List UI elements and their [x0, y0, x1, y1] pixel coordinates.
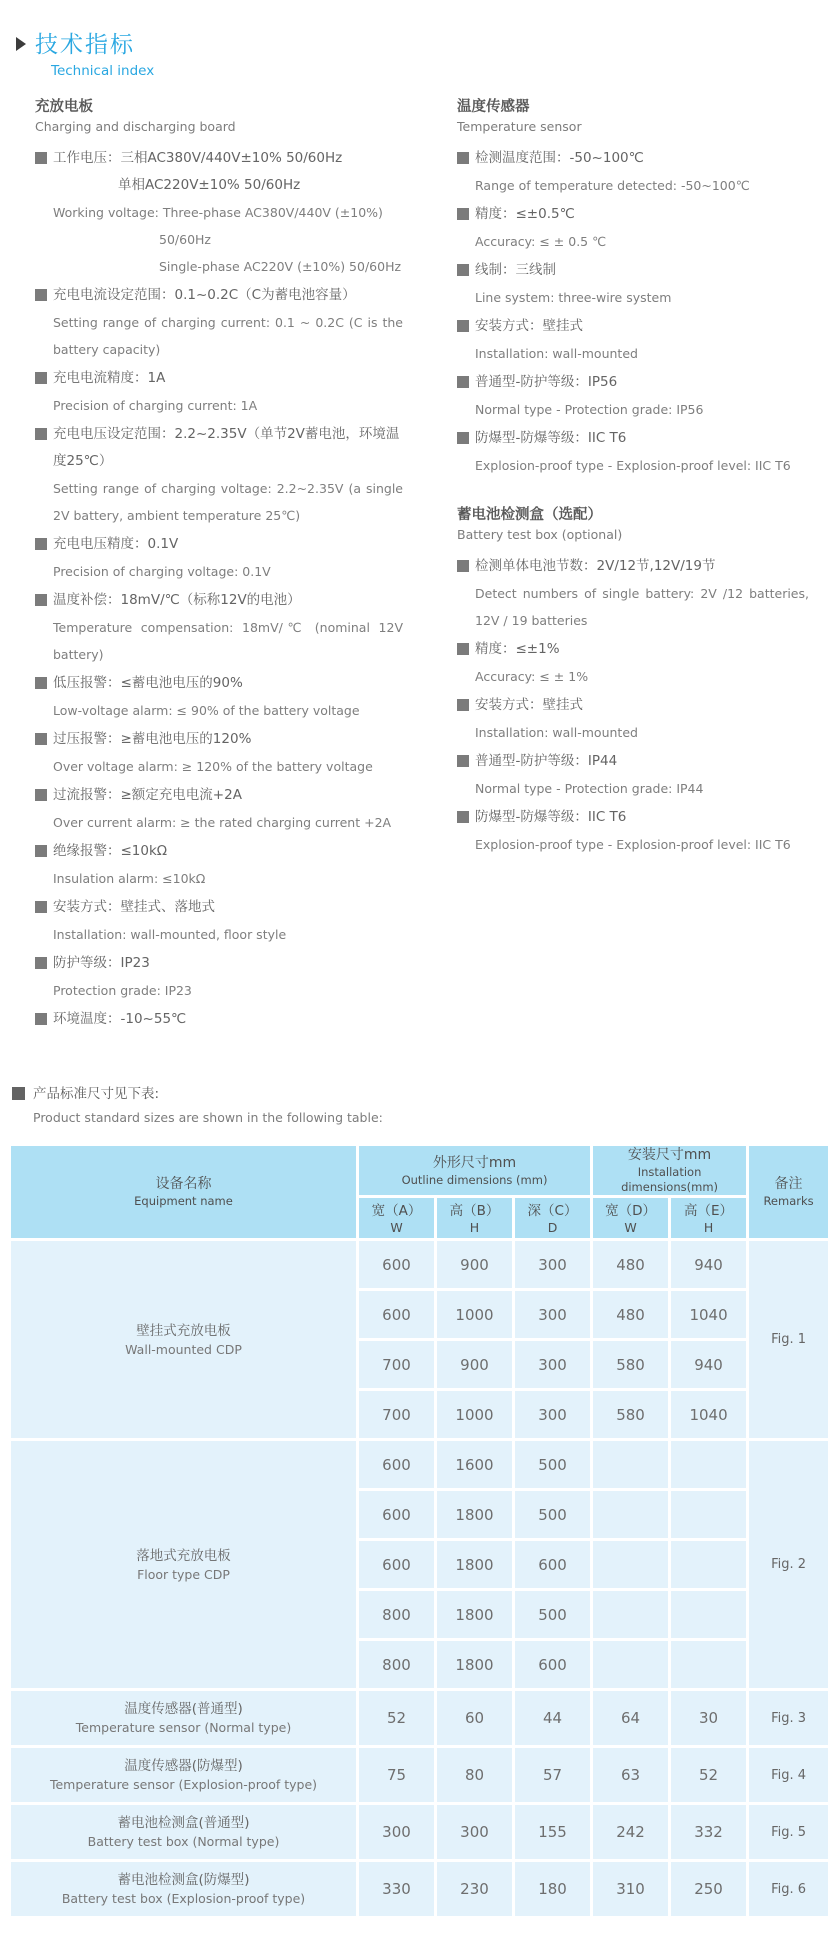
table-row: [10, 1440, 830, 1490]
dimension-cell: [592, 1490, 670, 1540]
table-note-zh-text: 产品标准尺寸见下表:: [33, 1086, 160, 1102]
title-row: [16, 26, 830, 59]
page-subtitle: Technical index: [51, 63, 155, 79]
spec-line-en: Insulation alarm: ≤10kΩ: [53, 871, 206, 886]
subcol-width-a-zh: 宽（A）: [371, 1202, 422, 1219]
spec-line-zh-text: 检测单体电池节数：2V/12节,12V/19节: [475, 558, 716, 574]
spec-line-en: Accuracy: ≤ ± 0.5 ℃: [475, 234, 607, 249]
spec-item: [457, 201, 809, 255]
spec-line-zh-text: 过压报警：≥蓄电池电压的120%: [53, 731, 252, 747]
dimension-cell: 44: [514, 1690, 592, 1747]
dimension-cell: [592, 1540, 670, 1590]
spec-line-en: Accuracy: ≤ ± 1%: [475, 669, 589, 684]
dimension-cell: 300: [514, 1240, 592, 1290]
spec-section: [457, 97, 809, 479]
dimension-cell: 310: [592, 1861, 670, 1918]
square-bullet-icon: [457, 560, 469, 572]
spec-line-en: Precision of charging voltage: 0.1V: [53, 564, 271, 579]
spec-line-zh-continued: 单相AC220V±10% 50/60Hz: [118, 177, 301, 193]
spec-line-zh-text: 安装方式：壁挂式: [475, 697, 583, 713]
spec-section: [457, 505, 809, 858]
spec-line-en: Normal type - Protection grade: IP56: [475, 402, 704, 417]
col-group-outline-dimensions: [358, 1145, 592, 1197]
equipment-name-en: Floor type CDP: [137, 1566, 230, 1582]
dimension-cell: 600: [514, 1640, 592, 1690]
remark-cell: Fig. 6: [748, 1861, 830, 1918]
spec-line-zh: [35, 782, 403, 809]
section-heading-zh: 充放电板: [35, 99, 93, 115]
spec-section: [35, 97, 403, 1033]
spec-line-zh: [457, 692, 809, 719]
square-bullet-icon: [457, 152, 469, 164]
equipment-name-cell: [10, 1747, 358, 1804]
square-bullet-icon: [35, 845, 47, 857]
square-bullet-icon: [35, 789, 47, 801]
spec-line-zh-text: 低压报警：≤蓄电池电压的90%: [53, 675, 243, 691]
dimension-cell: 600: [358, 1440, 436, 1490]
square-bullet-icon: [35, 1013, 47, 1025]
remark-cell: Fig. 4: [748, 1747, 830, 1804]
section-heading-en: Temperature sensor: [457, 119, 582, 134]
spec-line-en: Range of temperature detected: -50~100℃: [475, 178, 750, 193]
spec-line-zh: [35, 950, 403, 977]
dimension-cell: 600: [358, 1540, 436, 1590]
square-bullet-icon: [35, 538, 47, 550]
table-row: [10, 1861, 830, 1918]
spec-line-zh: [35, 726, 403, 753]
dimension-cell: 30: [670, 1690, 748, 1747]
spec-line-en: Over current alarm: ≥ the rated charging current +2A: [53, 815, 392, 830]
spec-line-zh-text: 精度：≤±1%: [475, 641, 560, 657]
spec-line-zh: [457, 748, 809, 775]
spec-line-zh: [35, 531, 403, 558]
subcol-height-e: [670, 1197, 748, 1240]
marker-arrow-icon: [16, 37, 26, 51]
spec-line-en: Working voltage: Three-phase AC380V/440V (±10%): [53, 205, 383, 220]
spec-line-zh: [457, 257, 809, 284]
dimension-cell: 480: [592, 1240, 670, 1290]
equipment-name-zh: 蓄电池检测盒(普通型): [117, 1815, 250, 1831]
dimension-cell: 300: [514, 1390, 592, 1440]
dimension-cell: 330: [358, 1861, 436, 1918]
dimension-cell: 500: [514, 1440, 592, 1490]
spec-line-en: Explosion-proof type - Explosion-proof level: IIC T6: [475, 458, 791, 473]
spec-item: [35, 1006, 403, 1033]
col-install-en: Installation dimensions(mm): [621, 1165, 719, 1194]
spec-item: [35, 531, 403, 585]
spec-line-en: Setting range of charging voltage: 2.2~2.35V (a single 2V battery, ambient temperature 25℃): [53, 481, 403, 523]
dimension-cell: 1800: [436, 1490, 514, 1540]
spec-item: [457, 692, 809, 746]
spec-line-en: Temperature compensation: 18mV/℃ (nominal 12V battery): [53, 620, 403, 662]
spec-line-zh-text: 温度补偿：18mV/℃（标称12V的电池）: [53, 592, 301, 608]
spec-line-zh: [457, 804, 809, 831]
spec-line-zh-text: 防护等级：IP23: [53, 955, 150, 971]
square-bullet-icon: [457, 811, 469, 823]
spec-item: [457, 313, 809, 367]
spec-line-zh-text: 线制：三线制: [475, 262, 556, 278]
dimension-cell: 1040: [670, 1390, 748, 1440]
dimension-cell: 800: [358, 1640, 436, 1690]
dimension-cell: 63: [592, 1747, 670, 1804]
spec-item: [35, 726, 403, 780]
subcol-width-d-en: W: [624, 1219, 637, 1235]
square-bullet-icon: [35, 733, 47, 745]
square-bullet-icon: [35, 901, 47, 913]
spec-column: [457, 97, 809, 1033]
equipment-name-cell: [10, 1240, 358, 1440]
square-bullet-icon: [457, 699, 469, 711]
dimension-cell: 500: [514, 1590, 592, 1640]
spec-line-en: Installation: wall-mounted, floor style: [53, 927, 287, 942]
dimension-cell: 1800: [436, 1540, 514, 1590]
spec-line-zh-text: 过流报警：≥额定充电电流+2A: [53, 787, 242, 803]
dimension-cell: 230: [436, 1861, 514, 1918]
dimension-cell: [592, 1590, 670, 1640]
dimension-cell: [592, 1440, 670, 1490]
spec-item: [457, 748, 809, 802]
equipment-name-zh: 温度传感器(防爆型): [124, 1758, 243, 1774]
subcol-height-b-en: H: [469, 1219, 480, 1235]
dimension-cell: 52: [670, 1747, 748, 1804]
dimension-cell: [670, 1440, 748, 1490]
spec-line-en: Precision of charging current: 1A: [53, 398, 258, 413]
dimension-cell: 600: [358, 1240, 436, 1290]
spec-line-zh-text: 充电电流设定范围：0.1~0.2C（C为蓄电池容量）: [53, 287, 356, 303]
spec-item: [35, 282, 403, 363]
remark-cell: Fig. 2: [748, 1440, 830, 1690]
spec-line-en: Installation: wall-mounted: [475, 346, 638, 361]
dimension-cell: 580: [592, 1340, 670, 1390]
square-bullet-icon: [457, 264, 469, 276]
spec-item: [35, 670, 403, 724]
table-row: [10, 1747, 830, 1804]
spec-item: [457, 257, 809, 311]
subcol-depth-c: [514, 1197, 592, 1240]
spec-line-zh-text: 绝缘报警：≤10kΩ: [53, 843, 168, 859]
spec-line-zh-text: 安装方式：壁挂式、落地式: [53, 899, 215, 915]
spec-item: [35, 365, 403, 419]
section-heading-zh: 蓄电池检测盒（选配）: [457, 507, 602, 523]
spec-line-en: Line system: three-wire system: [475, 290, 672, 305]
remark-cell: Fig. 1: [748, 1240, 830, 1440]
dimension-cell: 800: [358, 1590, 436, 1640]
dimension-cell: 900: [436, 1240, 514, 1290]
dimension-cell: [592, 1640, 670, 1690]
dimension-cell: [670, 1640, 748, 1690]
dimension-cell: 300: [514, 1290, 592, 1340]
equipment-name-cell: [10, 1690, 358, 1747]
equipment-name-en: Temperature sensor (Normal type): [75, 1720, 292, 1735]
equipment-name-cell: [10, 1861, 358, 1918]
spec-line-en: Explosion-proof type - Explosion-proof level: IIC T6: [475, 837, 791, 852]
equipment-name-cell: [10, 1440, 358, 1690]
dimension-cell: 75: [358, 1747, 436, 1804]
spec-column: [35, 97, 403, 1033]
col-outline-zh: 外形尺寸mm: [432, 1154, 517, 1171]
dimension-cell: 700: [358, 1340, 436, 1390]
spec-line-zh: [457, 553, 809, 580]
col-outline-en: Outline dimensions (mm): [401, 1172, 548, 1187]
spec-line-zh: [35, 365, 403, 392]
equipment-name-zh: 温度传感器(普通型): [124, 1701, 243, 1717]
square-bullet-icon: [35, 957, 47, 969]
spec-item: [457, 369, 809, 423]
page-title: 技术指标: [35, 32, 135, 58]
spec-line-en: 50/60Hz: [159, 232, 211, 247]
spec-line-zh: [457, 425, 809, 452]
spec-line-zh-text: 普通型-防护等级：IP56: [475, 374, 618, 390]
subcol-height-b: [436, 1197, 514, 1240]
spec-item: [35, 145, 403, 280]
table-note-en: Product standard sizes are shown in the following table:: [33, 1110, 383, 1125]
spec-line-zh: [457, 313, 809, 340]
spec-line-zh: [35, 670, 403, 697]
equipment-name-en: Battery test box (Explosion-proof type): [61, 1891, 306, 1906]
col-install-zh: 安装尺寸mm: [627, 1147, 712, 1163]
equipment-name-cell: [10, 1804, 358, 1861]
spec-item: [457, 553, 809, 634]
spec-line-zh: [457, 201, 809, 228]
dimension-cell: 300: [358, 1804, 436, 1861]
doc-header: [0, 26, 830, 79]
dimension-cell: 332: [670, 1804, 748, 1861]
dimension-cell: 57: [514, 1747, 592, 1804]
col-group-installation-dimensions: [592, 1145, 748, 1197]
spec-line-zh: [457, 145, 809, 172]
table-row: [10, 1804, 830, 1861]
spec-line-zh-text: 安装方式：壁挂式: [475, 318, 583, 334]
spec-item: [35, 838, 403, 892]
square-bullet-icon: [35, 677, 47, 689]
dimension-cell: 60: [436, 1690, 514, 1747]
size-table-body: [10, 1240, 830, 1918]
subcol-height-b-zh: 高（B）: [449, 1202, 500, 1219]
square-bullet-icon: [457, 208, 469, 220]
dimension-cell: 80: [436, 1747, 514, 1804]
spec-item: [35, 894, 403, 948]
table-note: [12, 1083, 830, 1129]
spec-line-zh-text: 防爆型-防爆等级：IIC T6: [475, 809, 627, 825]
col-remarks: [748, 1145, 830, 1240]
spec-line-zh-text: 环境温度：-10~55℃: [53, 1011, 187, 1027]
subcol-depth-c-zh: 深（C）: [527, 1202, 578, 1219]
section-heading-zh: 温度传感器: [457, 99, 530, 115]
dimension-cell: 52: [358, 1690, 436, 1747]
spec-line-zh-text: 检测温度范围：-50~100℃: [475, 150, 644, 166]
dimension-cell: 900: [436, 1340, 514, 1390]
spec-line-en: Protection grade: IP23: [53, 983, 192, 998]
dimension-cell: 940: [670, 1340, 748, 1390]
spec-line-zh-text: 精度：≤±0.5℃: [475, 206, 575, 222]
square-bullet-icon: [457, 320, 469, 332]
spec-line-zh-text: 充电电压设定范围：2.2~2.35V（单节2V蓄电池，环境温度25℃）: [53, 426, 400, 469]
square-bullet-icon: [35, 594, 47, 606]
dimension-cell: 155: [514, 1804, 592, 1861]
spec-line-zh: [35, 838, 403, 865]
dimension-cell: 500: [514, 1490, 592, 1540]
table-row: [10, 1240, 830, 1290]
subcol-width-d: [592, 1197, 670, 1240]
table-note-zh: [12, 1083, 830, 1106]
dimension-cell: 600: [358, 1490, 436, 1540]
spec-item: [457, 425, 809, 479]
col-remarks-en: Remarks: [763, 1194, 814, 1208]
section-heading-en: Charging and discharging board: [35, 119, 236, 134]
col-equipment-name: [10, 1145, 358, 1240]
spec-item: [457, 804, 809, 858]
subcol-height-e-zh: 高（E）: [684, 1202, 734, 1219]
spec-line-zh: [35, 587, 403, 614]
spec-line-zh: [35, 894, 403, 921]
table-row: [10, 1690, 830, 1747]
subcol-depth-c-en: D: [547, 1219, 558, 1235]
size-table-header: [10, 1145, 830, 1240]
dimension-cell: 600: [514, 1540, 592, 1590]
spec-item: [35, 587, 403, 668]
dimension-cell: 1000: [436, 1390, 514, 1440]
dimension-cell: 300: [514, 1340, 592, 1390]
dimension-cell: 480: [592, 1290, 670, 1340]
remark-cell: Fig. 5: [748, 1804, 830, 1861]
square-bullet-icon: [35, 289, 47, 301]
spec-line-zh-text: 防爆型-防爆等级：IIC T6: [475, 430, 627, 446]
section-heading-en: Battery test box (optional): [457, 527, 623, 542]
square-bullet-icon: [457, 432, 469, 444]
spec-line-zh-text: 工作电压：三相AC380V/440V±10% 50/60Hz: [53, 150, 343, 166]
remark-cell: Fig. 3: [748, 1690, 830, 1747]
square-bullet-icon: [12, 1087, 25, 1100]
dimension-cell: 64: [592, 1690, 670, 1747]
spec-item: [35, 782, 403, 836]
square-bullet-icon: [35, 428, 47, 440]
spec-line-zh: [457, 636, 809, 663]
spec-columns: [35, 97, 830, 1033]
spec-item: [457, 636, 809, 690]
spec-line-zh-text: 普通型-防护等级：IP44: [475, 753, 618, 769]
table-header-group-row: [10, 1145, 830, 1197]
spec-line-en: Low-voltage alarm: ≤ 90% of the battery voltage: [53, 703, 360, 718]
equipment-name-zh: 蓄电池检测盒(防爆型): [117, 1872, 250, 1888]
square-bullet-icon: [35, 372, 47, 384]
dimension-cell: 300: [436, 1804, 514, 1861]
equipment-name-zh: 落地式充放电板: [136, 1547, 231, 1564]
subcol-width-a-en: W: [390, 1219, 403, 1235]
dimension-cell: 1040: [670, 1290, 748, 1340]
dimension-cell: 250: [670, 1861, 748, 1918]
col-equipment-name-zh: 设备名称: [155, 1176, 212, 1192]
spec-line-zh: [35, 1006, 403, 1033]
dimension-cell: 1800: [436, 1590, 514, 1640]
size-table: [8, 1143, 830, 1919]
dimension-cell: 1600: [436, 1440, 514, 1490]
square-bullet-icon: [35, 152, 47, 164]
dimension-cell: 1800: [436, 1640, 514, 1690]
spec-line-zh: [35, 282, 403, 309]
dimension-cell: [670, 1540, 748, 1590]
spec-line-zh-text: 充电电流精度：1A: [53, 370, 166, 386]
square-bullet-icon: [457, 643, 469, 655]
spec-line-zh: [35, 421, 403, 475]
square-bullet-icon: [457, 376, 469, 388]
equipment-name-en: Battery test box (Normal type): [87, 1834, 280, 1849]
spec-item: [35, 421, 403, 529]
dimension-cell: 180: [514, 1861, 592, 1918]
spec-line-en: Normal type - Protection grade: IP44: [475, 781, 704, 796]
col-equipment-name-en: Equipment name: [134, 1194, 233, 1208]
subcol-width-a: [358, 1197, 436, 1240]
spec-line-zh: [457, 369, 809, 396]
square-bullet-icon: [457, 755, 469, 767]
dimension-cell: 580: [592, 1390, 670, 1440]
subcol-width-d-zh: 宽（D）: [605, 1202, 656, 1219]
spec-line-zh: [35, 145, 403, 172]
dimension-cell: 1000: [436, 1290, 514, 1340]
spec-line-en: Detect numbers of single battery: 2V /12 batteries, 12V / 19 batteries: [475, 586, 809, 628]
dimension-cell: [670, 1490, 748, 1540]
spec-line-zh-text: 充电电压精度：0.1V: [53, 536, 179, 552]
spec-item: [35, 950, 403, 1004]
spec-line-en: Setting range of charging current: 0.1 ~ 0.2C (C is the battery capacity): [53, 315, 403, 357]
dimension-cell: 700: [358, 1390, 436, 1440]
dimension-cell: [670, 1590, 748, 1640]
spec-line-en: Installation: wall-mounted: [475, 725, 638, 740]
dimension-cell: 600: [358, 1290, 436, 1340]
equipment-name-en: Wall-mounted CDP: [125, 1341, 242, 1357]
dimension-cell: 242: [592, 1804, 670, 1861]
subcol-height-e-en: H: [703, 1219, 714, 1235]
spec-line-en: Over voltage alarm: ≥ 120% of the battery voltage: [53, 759, 373, 774]
spec-line-en: Single-phase AC220V (±10%) 50/60Hz: [159, 259, 402, 274]
col-remarks-zh: 备注: [774, 1176, 803, 1192]
dimension-cell: 940: [670, 1240, 748, 1290]
equipment-name-en: Temperature sensor (Explosion-proof type): [49, 1777, 318, 1792]
spec-item: [457, 145, 809, 199]
equipment-name-zh: 壁挂式充放电板: [136, 1322, 231, 1339]
